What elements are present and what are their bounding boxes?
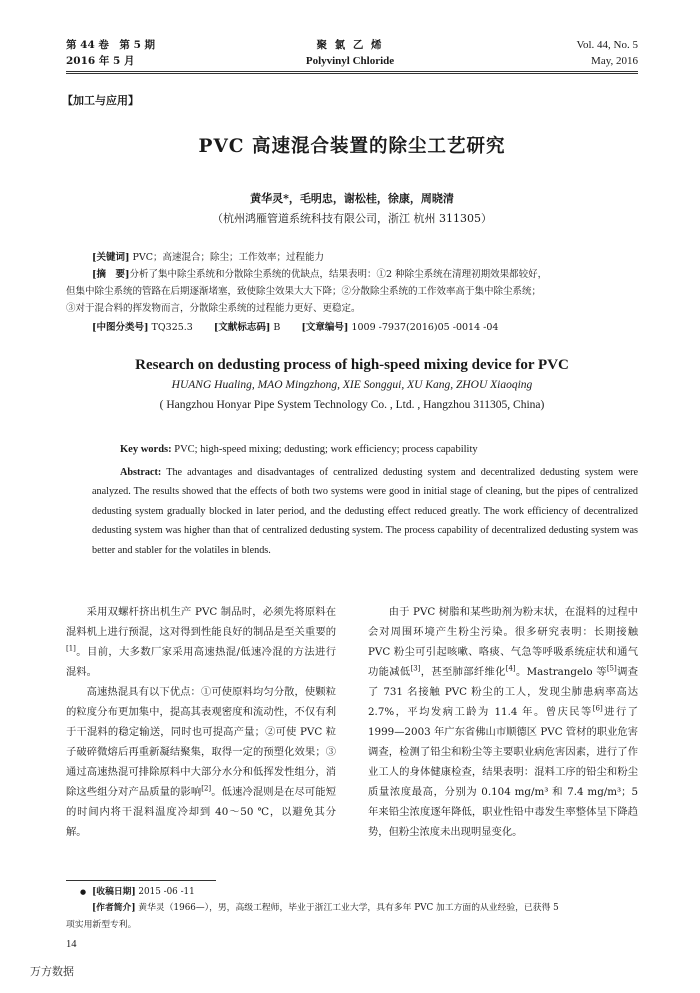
keywords-en-text: PVC; high-speed mixing; dedusting; work efficiency; process capability xyxy=(171,444,478,455)
body-text: 进行了 1999—2003 年广东省佛山市顺德区 PVC 管材的职业危害调查，检测了铅尘和粉尘等主要职业病危害因素，进行了作业工人的身体健康检查，结果表明：混料工序的铅尘和粉尘质量浓度最高，分别为 0.104 mg/m³ 和 7.4 mg/m³；5 年来铅尘浓度逐年降低，职业性铅中毒发生率整体呈下降趋势，但粉尘浓度未出现明显变化。 xyxy=(368,706,639,838)
journal-name-cn: 聚 氯 乙 烯 xyxy=(316,39,384,51)
abstract-en-label: Abstract: xyxy=(120,467,162,478)
section-tag: 【加工与应用】 xyxy=(62,94,139,107)
abstract-cn-line1: 分析了集中除尘系统和分散除尘系统的优缺点，结果表明：①2 种除尘系统在清理初期效果都较好， xyxy=(129,269,548,280)
authors-en: HUANG Hualing, MAO Mingzhong, XIE Songgui, XU Kang, ZHOU Xiaoqing xyxy=(171,379,533,391)
clc-label: [中图分类号] xyxy=(92,322,149,333)
abstract-cn-line3: ③对于混合料的挥发物而言，分散除尘系统的过程能力更好、更稳定。 xyxy=(66,303,361,314)
page-number: 14 xyxy=(66,939,77,950)
citation: [6] xyxy=(592,704,603,713)
citation: [2] xyxy=(201,784,212,793)
body-right-column xyxy=(368,602,638,842)
clc-value: TQ325.3 xyxy=(151,322,193,333)
abstract-en xyxy=(92,463,638,560)
watermark: 万方数据 xyxy=(30,965,74,978)
article-id-label: [文章编号] xyxy=(301,322,349,333)
footnote-received xyxy=(80,884,640,901)
keywords-en xyxy=(120,444,640,455)
classification-line xyxy=(92,319,636,336)
body-text: 采用双螺杆挤出机生产 PVC 制品时，必须先将原料在混料机上进行预混，这对得到性能良好的制品是至关重要的 xyxy=(66,606,336,638)
header-rule-double xyxy=(66,73,638,74)
body-text: 高速热混具有以下优点：①可使原料均匀分散，使颗粒的粒度分布更加集中，提高其表观密度和流动性，不仅有利于干混料的稳定输送，同时也可提高产量；②可使 PVC 粒子破碎微熔后再重新凝结聚集，取得一定的预塑化效果；③通过高速热混可排除原料中大部分水分和低挥发性组分，消除这些组分对产品质量的影响 xyxy=(66,686,336,798)
journal-name-en: Polyvinyl Chloride xyxy=(305,55,395,67)
citation: [4] xyxy=(505,664,516,673)
header-date-en: May, 2016 xyxy=(591,55,638,67)
received-label: [收稿日期] xyxy=(92,887,136,897)
paper-title-cn: PVC 高速混合装置的除尘工艺研究 xyxy=(198,136,506,157)
body-text: 。目前，大多数厂家采用高速热混/低速冷混的方法进行混料。 xyxy=(66,646,336,678)
body-paragraph xyxy=(368,602,638,842)
body-paragraph xyxy=(66,682,336,842)
footnote-author xyxy=(92,900,638,917)
keywords-cn xyxy=(92,249,636,266)
body-text: 。低速冷混则是在尽可能短的时间内将干混料温度冷却到 40～50 ℃，以避免其分解。 xyxy=(66,786,337,838)
body-text: 由于 PVC 树脂和某些助剂为粉末状，在混料的过程中会对周围环境产生粉尘污染。很多研究表明：长期接触 PVC 粉尘可引起咳嗽、咯痰、气急等呼吸系统症状和通气功能减低 xyxy=(368,606,638,678)
header-volume-en: Vol. 44, No. 5 xyxy=(576,39,638,51)
body-text: 调查了 731 名接触 PVC 粉尘的工人，发现尘肺患病率高达 2.7%，平均发病工龄为 11.4 年。曾庆民等 xyxy=(368,666,638,718)
keywords-en-label: Key words: xyxy=(120,444,172,455)
keywords-cn-label: [关键词] xyxy=(92,252,130,263)
keywords-cn-text: PVC；高速混合；除尘；工作效率；过程能力 xyxy=(132,252,325,263)
author-bio-line2: 项实用新型专利。 xyxy=(66,920,137,930)
citation: [5] xyxy=(606,664,617,673)
author-bio-line1: 黄华灵（1966—），男，高级工程师，毕业于浙江工业大学，具有多年 PVC 加工方面的从业经验，已获得 5 xyxy=(135,903,559,913)
article-id-value: 1009 -7937(2016)05 -0014 -04 xyxy=(351,322,499,333)
received-date: 2015 -06 -11 xyxy=(135,887,195,897)
body-left-column xyxy=(66,602,336,842)
header-date-cn: 2016 年 5 月 xyxy=(66,55,135,67)
citation: [1] xyxy=(66,644,76,653)
header-rule xyxy=(66,71,638,72)
footnote-rule xyxy=(66,880,216,881)
body-paragraph xyxy=(66,602,336,682)
body-text: ，甚至肺部纤维化 xyxy=(420,666,506,678)
body-text: 。Mastrangelo 等 xyxy=(515,666,607,678)
doc-code-value: B xyxy=(273,322,281,333)
doc-code-label: [文献标志码] xyxy=(213,322,271,333)
affiliation-en: ( Hangzhou Honyar Pipe System Technology Co. , Ltd. , Hangzhou 311305, China) xyxy=(159,399,545,411)
author-bio-label: [作者简介] xyxy=(92,903,136,913)
abstract-cn-label: [摘 要] xyxy=(92,269,130,280)
header-volume-cn: 第 44 卷 第 5 期 xyxy=(66,39,156,51)
affiliation-cn: （杭州鸿雁管道系统科技有限公司，浙江 杭州 311305） xyxy=(212,212,492,225)
abstract-en-text: The advantages and disadvantages of centralized dedusting system and decentralized dedusting system were analyzed. The results showed that the effects of both two systems were good in initial stage of cleaning, but the pipes of centralized dedusting system gradually blocked in later period, and the dedusting effect reduced greatly. The work efficiency of decentralized dedusting system was higher than that of centralized dedusting system. The process capability of decentralized dedusting system was better and stabler for the volatiles in blends. xyxy=(92,467,638,556)
abstract-cn xyxy=(66,266,636,317)
citation: [3] xyxy=(410,664,421,673)
authors-cn: 黄华灵*，毛明忠，谢松桂，徐康，周晓清 xyxy=(250,192,454,205)
paper-title-en: Research on dedusting process of high-speed mixing device for PVC xyxy=(135,357,569,373)
abstract-cn-line2: 但集中除尘系统的管路在后期逐渐堵塞，致使除尘效果大大下降；②分散除尘系统的工作效率高于集中除尘系统； xyxy=(66,286,542,297)
footnote-bullet-icon: ● xyxy=(80,888,87,896)
